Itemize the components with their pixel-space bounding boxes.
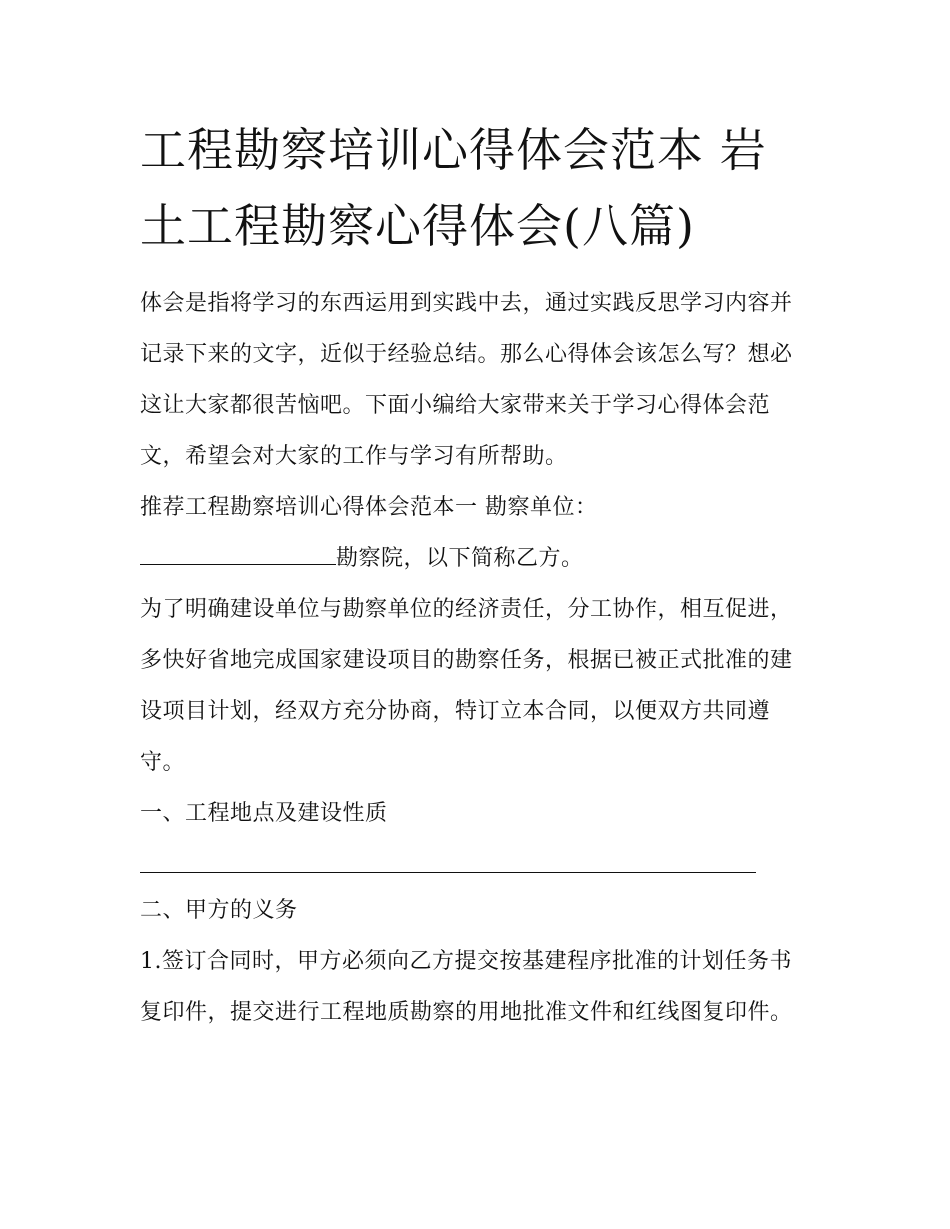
- section-heading-obligations: 二、甲方的义务: [140, 898, 298, 923]
- intro-paragraph: 体会是指将学习的东西运用到实践中去，通过实践反思学习内容并记录下来的文字，近似于经验总结。那么心得体会该怎么写？想必这让大家都很苦恼吧。下面小编给大家带来关于学习心得体会范文，希望会对大家的工作与学习有所帮助。: [140, 291, 793, 469]
- obligation-item-1: 1.签订合同时，甲方必须向乙方提交按基建程序批准的计划任务书复印件，提交进行工程地质勘察的用地批准文件和红线图复印件。: [140, 949, 793, 1025]
- recommend-heading: 推荐工程勘察培训心得体会范本一 勘察单位：: [140, 495, 598, 520]
- institute-line: [140, 533, 812, 584]
- document-title: 工程勘察培训心得体会范本 岩土工程勘察心得体会(八篇): [140, 123, 767, 253]
- institute-name-blank: [140, 540, 336, 565]
- institute-suffix: 勘察院，以下简称乙方。: [336, 546, 584, 571]
- document-page: [140, 112, 812, 1038]
- section-heading-location: 一、工程地点及建设性质: [140, 801, 388, 826]
- location-blank-line: [140, 839, 756, 873]
- purpose-paragraph: 为了明确建设单位与勘察单位的经济责任，分工协作，相互促进，多快好省地完成国家建设项目的勘察任务，根据已被正式批准的建设项目计划，经双方充分协商，特订立本合同，以便双方共同遵守。: [140, 597, 793, 775]
